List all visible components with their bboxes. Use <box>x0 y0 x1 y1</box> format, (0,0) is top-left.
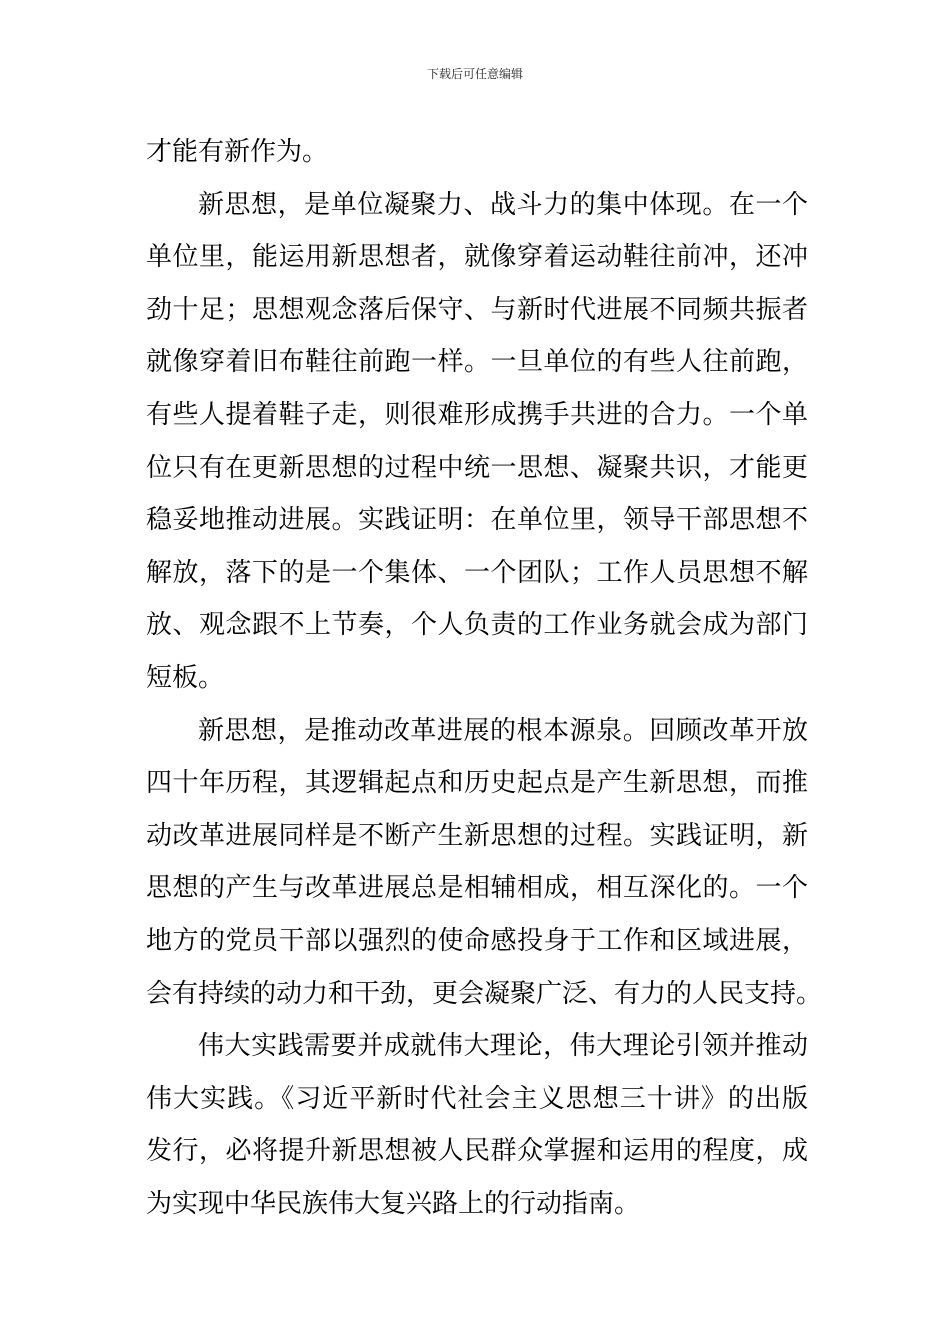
paragraph-3-line-3: 动改革进展同样是不断产生新思想的过程。实践证明，新 <box>146 820 808 851</box>
paragraph-2-line-1: 新思想，是单位凝聚力、战斗力的集中体现。在一个 <box>198 189 808 220</box>
paragraph-2-line-8: 解放，落下的是一个集体、一个团队；工作人员思想不解 <box>146 557 808 588</box>
paragraph-3-line-1: 新思想，是推动改革进展的根本源泉。回顾改革开放 <box>198 715 808 746</box>
paragraph-3-line-5: 地方的党员干部以强烈的使命感投身于工作和区域进展， <box>146 925 808 956</box>
paragraph-2-line-5: 有些人提着鞋子走，则很难形成携手共进的合力。一个单 <box>146 399 808 430</box>
paragraph-4-line-4: 为实现中华民族伟大复兴路上的行动指南。 <box>146 1188 641 1219</box>
paragraph-4-line-1: 伟大实践需要并成就伟大理论，伟大理论引领并推动 <box>198 1031 808 1062</box>
text-line-continuation: 才能有新作为。 <box>146 137 329 167</box>
paragraph-2-line-3: 劲十足；思想观念落后保守、与新时代进展不同频共振者 <box>146 294 808 325</box>
paragraph-2-line-4: 就像穿着旧布鞋往前跑一样。一旦单位的有些人往前跑， <box>146 347 808 378</box>
paragraph-4-line-2: 伟大实践。《习近平新时代社会主义思想三十讲》的出版 <box>146 1083 808 1114</box>
paragraph-2-line-10: 短板。 <box>146 662 225 693</box>
paragraph-3-line-2: 四十年历程，其逻辑起点和历史起点是产生新思想，而推 <box>146 768 808 799</box>
paragraph-3-line-4: 思想的产生与改革进展总是相辅相成，相互深化的。一个 <box>146 873 808 904</box>
paragraph-2-line-6: 位只有在更新思想的过程中统一思想、凝聚共识，才能更 <box>146 452 808 483</box>
paragraph-4-line-3: 发行，必将提升新思想被人民群众掌握和运用的程度，成 <box>146 1136 808 1167</box>
paragraph-2-line-9: 放、观念跟不上节奏，个人负责的工作业务就会成为部门 <box>146 610 808 641</box>
page-header: 下载后可任意编辑 <box>426 67 523 81</box>
document-body <box>146 126 823 1230</box>
paragraph-3-line-6: 会有持续的动力和干劲，更会凝聚广泛、有力的人民支持。 <box>146 978 823 1009</box>
paragraph-2-line-7: 稳妥地推动进展。实践证明：在单位里，领导干部思想不 <box>146 505 808 536</box>
paragraph-2-line-2: 单位里，能运用新思想者，就像穿着运动鞋往前冲，还冲 <box>146 242 808 273</box>
